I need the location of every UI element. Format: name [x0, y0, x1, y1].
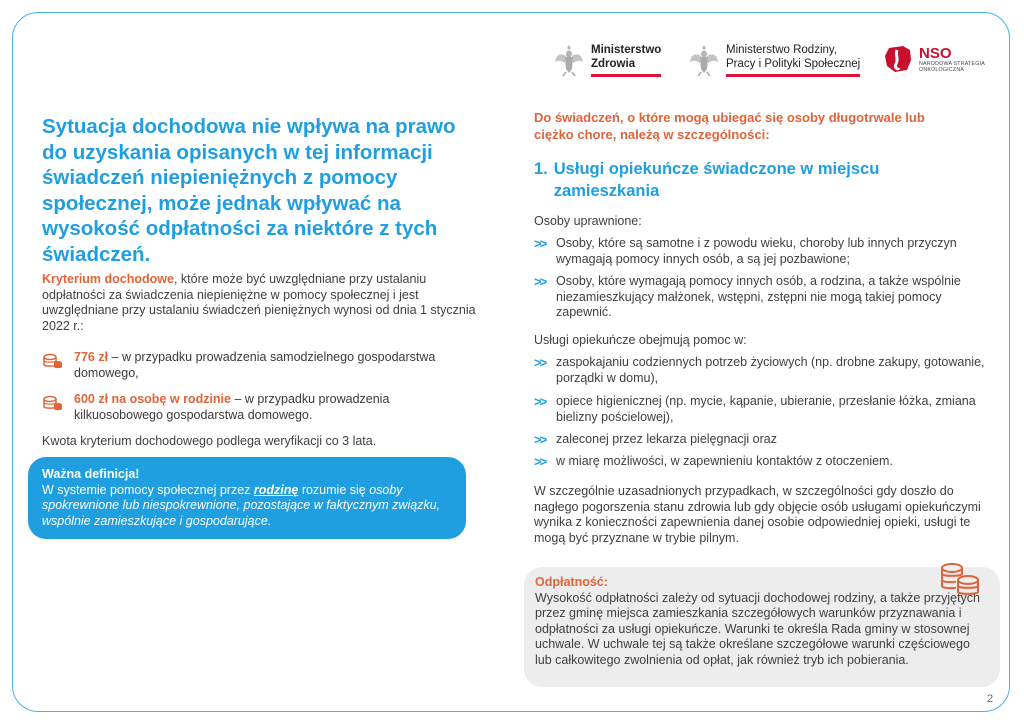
income-item-family [42, 392, 462, 423]
logo-nso [883, 44, 985, 74]
list-item [534, 236, 989, 267]
kryterium-label: Kryterium dochodowe [42, 272, 174, 286]
income-item-single-text [74, 350, 462, 381]
chevron-double-right-icon: >> [534, 355, 546, 370]
uslugi-item-4: w miarę możliwości, w zapewnieniu kontaktów z otoczeniem. [556, 454, 893, 468]
list-item [534, 274, 989, 321]
logo-mr-line1: Ministerstwo Rodziny, [726, 44, 837, 56]
uslugi-item-2: opiece higienicznej (np. mycie, kąpanie, ubieranie, przesłanie łóżka, zmiana bielizny pościelowej), [556, 394, 976, 424]
szczegolne-paragraph: W szczególnie uzasadnionych przypadkach, w szczególności gdy doszło do nagłego pogorszenia stanu zdrowia lub gdy objęcie osób usługami opiekuńczymi wynika z konieczności zapewnienia danej osobie odpowiedniej opieki, usługi te mogą być przyznane w trybie pilnym. [534, 484, 981, 545]
income-item-single [42, 350, 462, 381]
logo-mz-line1: Ministerstwo [591, 44, 662, 56]
uslugi-item-3: zaleconej przez lekarza pielęgnacji oraz [556, 432, 777, 446]
def-word: rodzinę [253, 482, 299, 497]
section-title [534, 158, 954, 202]
kryterium-text: , które może być uwzględniane przy ustalaniu odpłatności za świadczenia niepieniężne w pomocy społecznej i jest uwzględniane przy ustalaniu świadczeń pieniężnych wynosi od dnia 1 stycznia 2022 r.: [42, 272, 476, 333]
amount-776: 776 zł [74, 350, 109, 364]
logo-ministerstwo-zdrowia [553, 42, 661, 78]
uprawnione-item-2: Osoby, które wymagają pomocy innych osób, a rodzina, a także wspólnie niezamieszkujący małżonek, wstępni, zstępni nie mogą takiej pomocy zapewnić. [556, 274, 961, 319]
coin-stack-icon [42, 351, 64, 371]
main-headline: Sytuacja dochodowa nie wpływa na prawo do uzyskania opisanych w tej informacji świadczeń niepieniężnych z pomocy społecznej, może jednak wpływać na wysokość odpłatności za niektóre z tych świadczeń. [42, 115, 456, 266]
fee-text: Wysokość odpłatności zależy od sytuacji dochodowej rodziny, a także przyjętych przez gminę miejsca zamieszkania szczegółowych warunków przyznawania i odpłatności za usługi opiekuńcze. Warunki te określa Rada gminy w stosownej uchwale. W uchwale tej są także określane szczegółowe warunki częściowego lub całkowitego zwolnienia od opłat, jak również tryb ich pobierania. [535, 590, 981, 667]
uprawnione-label: Osoby uprawnione: [534, 214, 642, 228]
uprawnione-item-1: Osoby, które są samotne i z powodu wieku, choroby lub innych przyczyn wymagają pomocy innych osób, a są jej pozbawione; [556, 236, 957, 266]
logo-mr-line2: Pracy i Polityki Społecznej [726, 58, 861, 70]
def-italic: osoby spokrewnione lub niespokrewnione, pozostające w faktycznym związku, wspólnie zamieszkujące i gospodarujące. [42, 482, 441, 528]
coin-stack-icon [938, 560, 982, 598]
fee-box [524, 567, 1000, 687]
nso-map-icon [883, 44, 913, 74]
nso-sub-2: ONKOLOGICZNA [919, 66, 965, 73]
nso-title: NSO [919, 44, 952, 62]
chevron-double-right-icon: >> [534, 274, 546, 289]
intro-heading: Do świadczeń, o które mogą ubiegać się osoby długotrwale lub ciężko chore, należą w szczególności: [534, 110, 925, 142]
item1-desc: – w przypadku prowadzenia samodzielnego gospodarstwa domowego, [74, 350, 436, 380]
section-number: 1. [534, 160, 548, 178]
definition-text [42, 483, 452, 530]
chevron-double-right-icon: >> [534, 432, 546, 447]
income-item-family-text [74, 392, 462, 423]
uslugi-label: Usługi opiekuńcze obejmują pomoc w: [534, 333, 747, 347]
eagle-emblem-icon [688, 42, 720, 78]
item2-desc: – w przypadku prowadzenia kilkuosobowego gospodarstwa domowego. [74, 392, 390, 422]
chevron-double-right-icon: >> [534, 394, 546, 409]
def-pre: W systemie pomocy społecznej przez [42, 482, 254, 497]
chevron-double-right-icon: >> [534, 236, 546, 251]
eagle-emblem-icon [553, 42, 585, 78]
chevron-double-right-icon: >> [534, 454, 546, 469]
fee-title: Odpłatność: [535, 575, 608, 589]
weryfikacja-text: Kwota kryterium dochodowego podlega weryfikacji co 3 lata. [42, 434, 377, 448]
kryterium-paragraph [42, 272, 487, 334]
definition-title: Ważna definicja! [42, 467, 140, 481]
logo-mz-line2: Zdrowia [591, 58, 636, 70]
nso-sub-1: NARODOWA STRATEGIA [919, 60, 985, 67]
list-item [534, 355, 989, 386]
list-item [534, 454, 989, 470]
definition-box [28, 457, 466, 539]
section-title-text: Usługi opiekuńcze świadczone w miejscu zamieszkania [553, 160, 880, 200]
uslugi-item-1: zaspokajaniu codziennych potrzeb życiowych (np. drobne zakupy, gotowanie, porządki w domu), [556, 355, 985, 385]
coin-stack-icon [42, 393, 64, 413]
amount-600: 600 zł na osobę w rodzinie [74, 392, 231, 406]
list-item [534, 432, 989, 448]
logo-ministerstwo-rodziny [688, 42, 860, 78]
def-mid: rozumie się [298, 482, 370, 497]
page-number: 2 [987, 693, 994, 705]
list-item [534, 394, 989, 425]
